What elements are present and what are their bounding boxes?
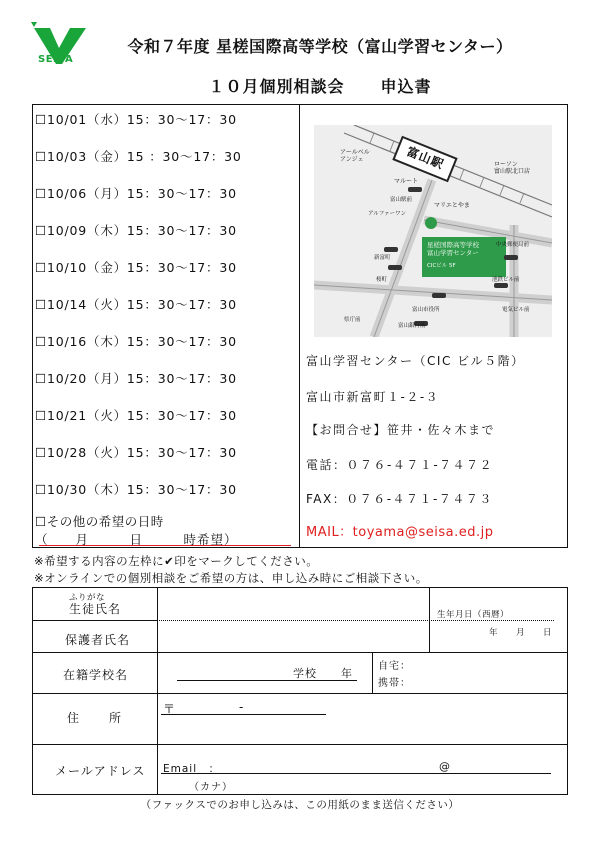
form-row-divider bbox=[33, 652, 567, 653]
email-label: メールアドレス bbox=[55, 764, 146, 778]
postal-mark: 〒 bbox=[163, 702, 177, 716]
date-option[interactable]: ☐10/30（木）15：30～17：30 bbox=[35, 482, 237, 497]
map-label-chuo: 中央郵便局前 bbox=[496, 242, 530, 248]
schedule-divider bbox=[299, 104, 300, 548]
note-online: ※オンラインでの個別相談をご希望の方は、申し込み時にご相談下さい。 bbox=[34, 571, 428, 585]
subtitle-form: 申込書 bbox=[380, 77, 432, 96]
date-option[interactable]: ☐10/21（火）15：30～17：30 bbox=[35, 408, 237, 423]
phone-fields[interactable] bbox=[411, 656, 561, 690]
home-phone-label: 自宅： bbox=[378, 661, 411, 672]
map-label-sakura: 桜町 bbox=[376, 277, 388, 283]
date-option[interactable]: ☐10/20（月）15：30～17：30 bbox=[35, 371, 237, 386]
map-label-ekimae: 富山駅前 bbox=[390, 197, 413, 203]
map-label-arbre: アールベル アンジェ bbox=[340, 149, 370, 163]
email-prefix: Email ： bbox=[163, 763, 221, 775]
map-label-marie: マリエとやま bbox=[434, 202, 470, 209]
email-field[interactable] bbox=[161, 773, 551, 774]
fax-number: FAX：０７６-４７１-７４７３ bbox=[306, 492, 493, 506]
form-row-divider bbox=[33, 744, 567, 745]
map-label-alphaport: アルファーワン bbox=[368, 211, 407, 217]
map-label-lawson: ローソン 富山駅北口店 bbox=[494, 161, 531, 175]
mail-address[interactable]: MAIL：toyama@seisa.ed.jp bbox=[306, 525, 494, 540]
form-row-divider bbox=[33, 693, 567, 694]
birthdate-label: 生年月日（西暦） bbox=[437, 610, 510, 620]
form-birth-divider bbox=[429, 588, 430, 652]
mobile-phone-label: 携帯： bbox=[378, 678, 411, 689]
furigana-label: ふりがな bbox=[69, 593, 106, 603]
form-row-divider bbox=[33, 620, 157, 621]
date-option[interactable]: ☐10/28（火）15：30～17：30 bbox=[35, 445, 237, 460]
map-label-maruto: マルート bbox=[394, 178, 419, 185]
map-label-cic: CICビル 5F bbox=[427, 263, 456, 269]
date-option[interactable]: ☐10/10（金）15：30～17：30 bbox=[35, 260, 237, 275]
address-label: 住 所 bbox=[67, 711, 124, 725]
date-option[interactable]: ☐10/14（火）15：30～17：30 bbox=[35, 297, 237, 312]
map-station-label: 富山駅 bbox=[404, 144, 447, 172]
other-date-field[interactable]: （ 月 日 時希望） bbox=[35, 532, 238, 547]
school-name-label: 在籍学校名 bbox=[63, 668, 129, 682]
other-date-option[interactable]: ☐その他の希望の日時 bbox=[35, 514, 164, 529]
date-option[interactable]: ☐10/09（木）15：30～17：30 bbox=[35, 223, 237, 238]
center-address: 富山市新富町１-２-３ bbox=[306, 390, 440, 404]
school-suffix: 学校 年 bbox=[293, 667, 353, 680]
guardian-name-label: 保護者氏名 bbox=[65, 633, 131, 647]
logo-text: SEISA bbox=[38, 54, 74, 65]
map-label-shiyakusho: 富山市役所 bbox=[412, 307, 440, 313]
map-label-ginko: 富山銀行前 bbox=[398, 323, 426, 329]
contact-persons: 【お問合せ】笹井・佐々木まで bbox=[306, 423, 496, 437]
center-name: 富山学習センター（CIC ビル５階） bbox=[306, 354, 525, 368]
map-label-shin: 新富町 bbox=[374, 255, 391, 261]
footer-note: （ファックスでのお申し込みは、この用紙のまま送信ください） bbox=[140, 799, 460, 811]
map-label-chiho: 池鉄ビル前 bbox=[492, 277, 520, 283]
form-col-divider bbox=[157, 588, 158, 794]
date-option[interactable]: ☐10/01（水）15：30～17：30 bbox=[35, 112, 237, 127]
map-label-school: 星槎国際高等学校 富山学習センター bbox=[427, 241, 479, 257]
postal-dash: - bbox=[239, 700, 245, 714]
birthdate-units[interactable]: 年 月 日 bbox=[489, 628, 553, 638]
page-subtitle bbox=[0, 74, 600, 97]
note-check: ※希望する内容の左枠に✔印をマークしてください。 bbox=[34, 554, 319, 568]
access-map bbox=[314, 125, 552, 337]
school-name-underline[interactable] bbox=[177, 680, 357, 681]
date-option[interactable]: ☐10/06（月）15：30～17：30 bbox=[35, 186, 237, 201]
map-label-kencho: 県庁前 bbox=[344, 317, 361, 323]
student-name-field[interactable] bbox=[163, 590, 425, 648]
page-title: 令和７年度 星槎国際高等学校（富山学習センター） bbox=[127, 37, 513, 56]
other-date-underline bbox=[39, 545, 291, 546]
form-phone-divider bbox=[372, 652, 373, 693]
student-name-label: 生徒氏名 bbox=[69, 602, 122, 616]
kana-label: （カナ） bbox=[189, 782, 233, 793]
date-option[interactable]: ☐10/03（金）15 ：30～17：30 bbox=[35, 149, 242, 164]
phone-number: 電話：０７６-４７１-７４７２ bbox=[306, 458, 494, 472]
date-option[interactable]: ☐10/16（木）15：30～17：30 bbox=[35, 334, 237, 349]
application-form bbox=[32, 587, 568, 795]
postal-code-field[interactable] bbox=[161, 714, 326, 715]
map-label-denki: 電気ビル前 bbox=[502, 307, 530, 313]
subtitle-event: １０月個別相談会 bbox=[208, 77, 345, 96]
email-at: @ bbox=[439, 760, 451, 773]
